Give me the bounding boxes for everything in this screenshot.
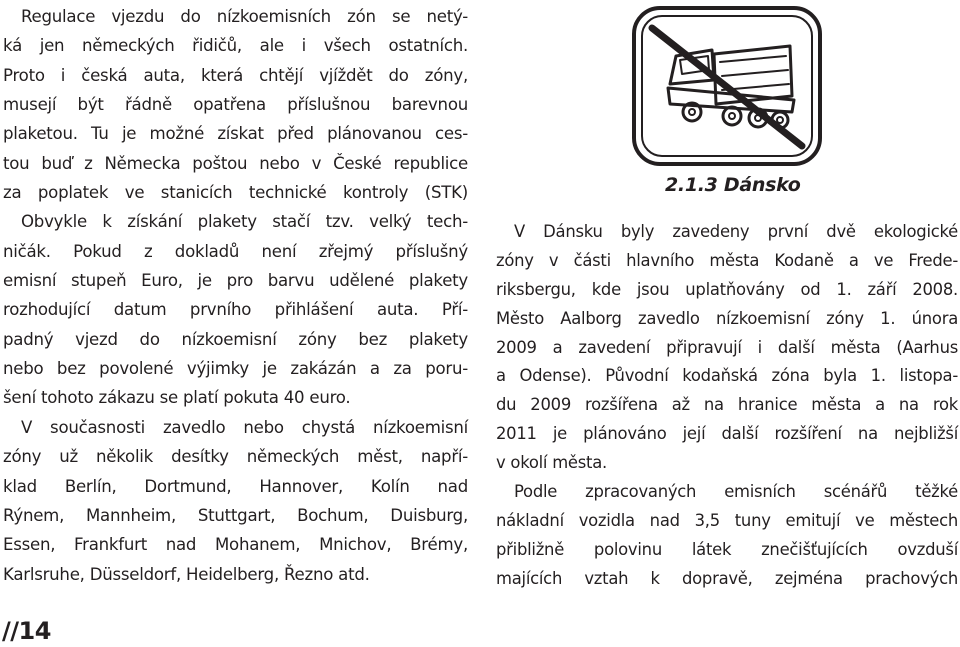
text-line: ká jen německých řidičů, ale i všech ostatních. xyxy=(3,36,468,56)
text-line: majících vztah k dopravě, zejména prachových xyxy=(496,568,958,588)
text-line: rozhodující datum prvního přihlášení auta. Pří- xyxy=(3,300,468,320)
text-line: Essen, Frankfurt nad Mohanem, Mnichov, Brémy, xyxy=(3,535,468,555)
text-line: Podle zpracovaných emisních scénářů těžké xyxy=(514,482,958,502)
text-line: riksbergu, kde jsou uplatňovány od 1. září 2008. xyxy=(496,279,958,299)
text-line: a Odense). Původní kodaňská zóna byla 1. listopa- xyxy=(496,366,958,386)
right-column xyxy=(496,218,958,594)
text-line: Karlsruhe, Düsseldorf, Heidelberg, Řezno atd. xyxy=(3,564,370,584)
section-heading: 2.1.3 Dánsko xyxy=(665,174,801,196)
text-line: emisní stupeň Euro, je pro barvu udělené plakety xyxy=(3,271,468,291)
text-line: 2011 je plánováno její další rozšíření na nejbližší xyxy=(496,424,958,444)
text-line: nebo bez povolené výjimky je zakázán a za poru- xyxy=(3,359,468,379)
text-line: ničák. Pokud z dokladů není zřejmý příslušný xyxy=(3,241,468,261)
text-line: zóny už několik desítky německých měst, napří- xyxy=(3,447,468,467)
left-column xyxy=(3,2,468,589)
text-line: Obvykle k získání plakety stačí tzv. velký tech- xyxy=(21,212,468,232)
text-line: Rýnem, Mannheim, Stuttgart, Bochum, Duisburg, xyxy=(3,505,468,525)
text-line: zóny v části hlavního města Kodaně a ve Frede- xyxy=(496,250,958,270)
text-line: V Dánsku byly zavedeny první dvě ekologické xyxy=(514,222,958,241)
text-line: du 2009 rozšířena až na hranice města a na rok xyxy=(496,395,958,415)
text-line: tou buď z Německa poštou nebo v České republice xyxy=(3,153,468,173)
text-line: musejí být řádně opatřena příslušnou barevnou xyxy=(3,95,468,115)
page-number: //14 xyxy=(2,617,51,645)
text-line: přibližně polovinu látek znečišťujících ovzduší xyxy=(496,539,958,559)
text-line: Proto i česká auta, která chtějí vjíždět do zóny, xyxy=(3,65,468,85)
text-line: za poplatek ve stanicích technické kontroly (STK) xyxy=(3,183,468,203)
text-line: 2009 a zavedení připravují i další města (Aarhus xyxy=(496,337,958,357)
text-line: nákladní vozidla nad 3,5 tuny emitují ve městech xyxy=(496,510,958,530)
text-line: Město Aalborg zavedlo nízkoemisní zóny 1. února xyxy=(496,308,958,328)
text-line: v okolí města. xyxy=(496,453,607,473)
text-line: Regulace vjezdu do nízkoemisních zón se netý- xyxy=(21,7,468,26)
text-line: šení tohoto zákazu se platí pokuta 40 euro. xyxy=(3,388,351,408)
text-line: V současnosti zavedlo nebo chystá nízkoemisní xyxy=(21,417,468,437)
no-trucks-sign-icon xyxy=(630,4,824,168)
text-line: klad Berlín, Dortmund, Hannover, Kolín nad xyxy=(3,476,468,496)
text-line: padný vjezd do nízkoemisní zóny bez plakety xyxy=(3,329,468,349)
text-line: plaketou. Tu je možné získat před plánovanou ces- xyxy=(3,124,468,144)
